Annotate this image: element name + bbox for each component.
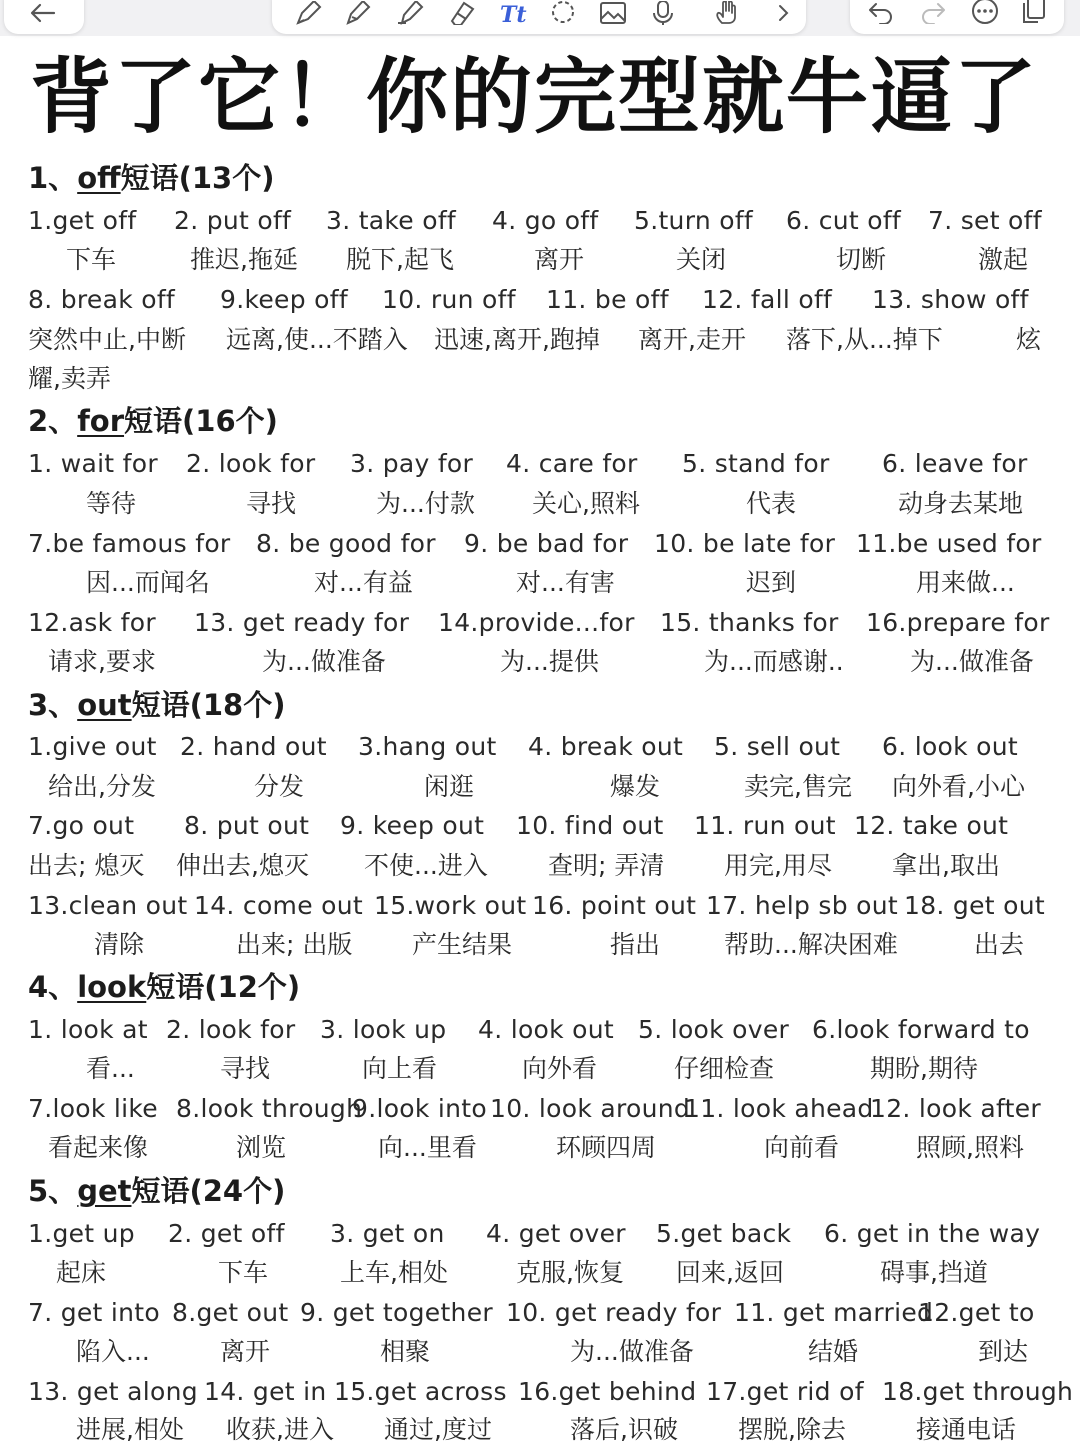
phrase-row [0,1089,1080,1129]
meaning: 离开 [220,1337,271,1366]
phrase: 2. get off [168,1219,285,1248]
phrase: 18. get out [904,891,1045,920]
phrase-row [0,603,1080,643]
meaning: 离开,走开 [638,325,746,354]
phrase: 3. look up [320,1015,447,1044]
phrase-row [0,1010,1080,1050]
phrase: 17. help sb out [706,891,898,920]
phrase: 5.turn off [634,206,754,235]
section-number: 2、 [28,404,78,438]
phrase: 4. look out [478,1015,615,1044]
meaning: 为...做准备 [262,647,386,676]
phrase: 11.be used for [856,529,1042,558]
meaning: 进展,相处 [76,1415,184,1444]
image-icon[interactable] [596,0,630,26]
phrase: 9. be bad for [464,529,629,558]
meaning: 伸出去,熄灭 [176,851,309,880]
phrase: 14.provide...for [438,608,635,637]
meaning: 脱下,起飞 [346,245,454,274]
meaning: 切断 [836,245,887,274]
section-count: 短语(13个) [120,161,275,195]
meaning: 出来; 出版 [236,930,353,959]
page-title: 背了它！你的完型就牛逼了 [30,50,1039,145]
meaning: 请求,要求 [48,647,156,676]
meaning: 为...做准备 [570,1337,694,1366]
section-number: 3、 [28,688,78,722]
meaning: 浏览 [236,1133,287,1162]
phrase-row [0,201,1080,241]
phrase: 12.ask for [28,608,156,637]
chevron-right-icon[interactable] [766,0,800,26]
meaning-row [0,563,1080,603]
meaning: 分发 [254,772,305,801]
meaning: 用来做... [916,568,1015,597]
meaning: 起床 [56,1258,107,1287]
svg-text:Tt: Tt [500,2,527,25]
phrase-row [0,727,1080,767]
phrase: 4. get over [486,1219,626,1248]
meaning-row [0,1128,1080,1168]
meaning: 摆脱,除去 [738,1415,846,1444]
phrase-row [0,886,1080,926]
meaning: 耀,卖弄 [28,364,111,393]
phrase: 5. look over [638,1015,790,1044]
meaning-row [0,1410,1080,1450]
meaning: 突然中止,中断 [28,325,186,354]
phrase: 6.look forward to [812,1015,1030,1044]
pages-icon[interactable] [1018,0,1052,24]
meaning-row [0,484,1080,524]
phrase: 1. look at [28,1015,148,1044]
pen-icon[interactable] [292,0,326,26]
phrase: 2. put off [174,206,292,235]
meaning: 碍事,挡道 [880,1258,988,1287]
meaning: 关闭 [676,245,727,274]
meaning: 查明; 弄清 [548,851,665,880]
meaning: 通过,度过 [384,1415,492,1444]
meaning: 因...而闻名 [86,568,210,597]
meaning: 产生结果 [412,930,513,959]
more-icon[interactable] [968,0,1002,24]
phrase: 1. wait for [28,449,158,478]
meaning: 出去 [974,930,1025,959]
meaning: 收获,进入 [226,1415,334,1444]
phrase-row [0,280,1080,320]
phrase: 2. look for [186,449,316,478]
meaning: 落下,从...掉下 [786,325,943,354]
toolbar-right-group [850,0,1064,34]
phrase-row [0,444,1080,484]
highlighter-icon[interactable] [394,0,428,26]
meaning: 动身去某地 [898,489,1024,518]
meaning-row [0,642,1080,682]
phrase: 2. look for [166,1015,296,1044]
phrase: 7. set off [928,206,1042,235]
meaning: 爆发 [610,772,661,801]
meaning-row [0,925,1080,965]
phrase: 3. get on [330,1219,445,1248]
phrase: 10. get ready for [506,1298,722,1327]
phrase: 3. take off [326,206,457,235]
phrase: 14. get in [204,1377,327,1406]
meaning: 闲逛 [424,772,475,801]
phrase-row [0,1214,1080,1254]
meaning: 关心,照料 [532,489,640,518]
phrase: 15.work out [374,891,527,920]
meaning: 向外看 [522,1054,598,1083]
meaning: 指出 [610,930,661,959]
meaning: 对...有害 [516,568,615,597]
section-count: 短语(24个) [131,1174,286,1208]
phrase: 9. get together [300,1298,493,1327]
phrase: 10. run off [382,285,516,314]
section-keyword: for [77,404,125,438]
phrase: 17.get rid of [706,1377,864,1406]
phrase: 13. get along [28,1377,198,1406]
meaning: 推迟,拖延 [190,245,298,274]
phrase: 8. put out [184,811,310,840]
eraser-icon[interactable] [444,0,478,26]
phrase: 7.look like [28,1094,158,1123]
meaning: 炫 [1016,325,1042,354]
meaning: 接通电话 [916,1415,1017,1444]
meaning: 向上看 [362,1054,438,1083]
meaning-row [0,320,1080,360]
phrase: 5.get back [656,1219,792,1248]
phrase: 11. look ahead [684,1094,874,1123]
meaning-row [0,359,1080,399]
section-keyword: off [77,161,121,195]
meaning-row [0,1049,1080,1089]
phrase: 8.get out [172,1298,289,1327]
meaning: 离开 [534,245,585,274]
phrase: 4. break out [528,732,684,761]
phrase: 4. care for [506,449,638,478]
meaning: 不使...进入 [364,851,488,880]
meaning: 为...做准备 [910,647,1034,676]
phrase: 12. fall off [702,285,833,314]
section-count: 短语(16个) [124,404,278,438]
meaning: 迅速,离开,跑掉 [434,325,600,354]
meaning: 回来,返回 [676,1258,784,1287]
phrase: 12. take out [854,811,1009,840]
phrase: 9.look into [352,1094,488,1123]
phrase: 3.hang out [358,732,497,761]
meaning: 向...里看 [378,1133,477,1162]
section-keyword: get [77,1174,132,1208]
meaning: 克服,恢复 [516,1258,624,1287]
section-number: 1、 [28,161,78,195]
phrase: 13. get ready for [194,608,410,637]
text-tool-icon[interactable] [496,0,530,26]
phrase: 15. thanks for [660,608,839,637]
lasso-icon[interactable] [546,0,580,26]
phrase-row [0,1293,1080,1333]
phrase: 5. sell out [714,732,841,761]
meaning-row [0,846,1080,886]
top-toolbar [0,0,1080,36]
phrase: 11. be off [546,285,669,314]
section-keyword: look [77,970,147,1004]
phrase-row [0,524,1080,564]
meaning: 远离,使...不踏入 [226,325,408,354]
phrase-row [0,1372,1080,1412]
meaning: 激起 [978,245,1029,274]
meaning: 给出,分发 [48,772,156,801]
meaning: 上车,相处 [340,1258,448,1287]
phrase: 6. leave for [882,449,1028,478]
phrase: 8. be good for [256,529,436,558]
meaning: 为...提供 [500,647,599,676]
meaning: 代表 [746,489,797,518]
phrase: 1.give out [28,732,157,761]
phrase: 18.get through [882,1377,1074,1406]
meaning: 环顾四周 [556,1133,657,1162]
meaning: 为...而感谢.. [704,647,844,676]
hand-icon[interactable] [712,0,746,26]
phrase: 8.look through [176,1094,363,1123]
undo-icon[interactable] [864,0,898,26]
pen-fine-icon[interactable] [342,0,376,26]
phrase: 4. go off [492,206,599,235]
phrase: 6. cut off [786,206,902,235]
redo-icon[interactable] [916,0,950,26]
meaning: 清除 [94,930,145,959]
section-heading-off [28,158,1058,198]
back-arrow-icon[interactable] [26,0,60,26]
meaning: 看... [86,1054,135,1083]
meaning: 出去; 熄灭 [28,851,145,880]
meaning: 向前看 [764,1133,840,1162]
meaning: 用完,用尽 [724,851,832,880]
section-heading-get [28,1171,1058,1211]
phrase: 9.keep off [220,285,348,314]
meaning: 帮助...解决困难 [724,930,898,959]
meaning: 期盼,期待 [870,1054,978,1083]
phrase: 1.get off [28,206,137,235]
meaning: 为...付款 [376,489,475,518]
phrase: 10. look around [490,1094,691,1123]
phrase: 6. get in the way [824,1219,1041,1248]
meaning: 下车 [66,245,117,274]
meaning-row [0,1332,1080,1372]
phrase: 12. look after [870,1094,1042,1123]
meaning: 相聚 [380,1337,431,1366]
phrase: 2. hand out [180,732,327,761]
phrase: 7.be famous for [28,529,231,558]
phrase: 10. be late for [654,529,836,558]
toolbar-left-group [4,0,84,34]
phrase: 7. get into [28,1298,160,1327]
meaning: 卖完,售完 [744,772,852,801]
section-heading-out [28,685,1058,725]
meaning-row [0,240,1080,280]
section-heading-look [28,967,1058,1007]
meaning: 寻找 [220,1054,271,1083]
phrase: 11. run out [694,811,836,840]
meaning: 到达 [978,1337,1029,1366]
meaning: 寻找 [246,489,297,518]
phrase: 15.get across [334,1377,507,1406]
meaning: 下车 [218,1258,269,1287]
meaning: 对...有益 [314,568,413,597]
phrase: 11. get married [734,1298,934,1327]
section-heading-for [28,401,1058,441]
phrase: 1.get up [28,1219,135,1248]
meaning: 看起来像 [48,1133,149,1162]
meaning-row [0,767,1080,807]
meaning: 迟到 [746,568,797,597]
meaning: 陷入... [76,1337,150,1366]
phrase: 16. point out [532,891,697,920]
phrase: 8. break off [28,285,176,314]
section-number: 5、 [28,1174,78,1208]
section-count: 短语(18个) [131,688,286,722]
meaning: 向外看,小心 [892,772,1025,801]
phrase: 13. show off [872,285,1029,314]
phrase: 10. find out [516,811,664,840]
toolbar-tools-group [272,0,806,34]
meaning: 等待 [86,489,137,518]
phrase: 13.clean out [28,891,188,920]
meaning: 结婚 [808,1337,859,1366]
phrase: 14. come out [194,891,363,920]
phrase: 16.get behind [518,1377,697,1406]
meaning: 照顾,照料 [916,1133,1024,1162]
section-count: 短语(12个) [146,970,301,1004]
phrase: 9. keep out [340,811,485,840]
section-keyword: out [77,688,132,722]
meaning: 拿出,取出 [892,851,1000,880]
phrase: 7.go out [28,811,135,840]
phrase-row [0,806,1080,846]
phrase: 16.prepare for [866,608,1050,637]
phrase: 5. stand for [682,449,830,478]
microphone-icon[interactable] [646,0,680,26]
phrase: 12.get to [918,1298,1035,1327]
section-number: 4、 [28,970,78,1004]
meaning-row [0,1253,1080,1293]
meaning: 落后,识破 [570,1415,678,1444]
phrase: 6. look out [882,732,1019,761]
meaning: 仔细检查 [674,1054,775,1083]
phrase: 3. pay for [350,449,474,478]
